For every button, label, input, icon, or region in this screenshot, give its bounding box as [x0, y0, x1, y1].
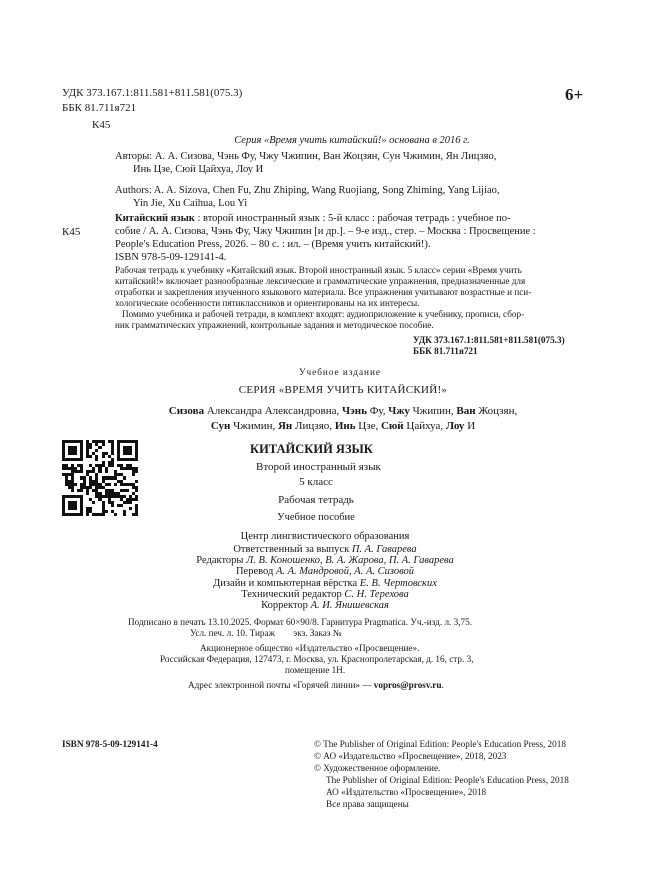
qr-code	[62, 440, 138, 516]
catalog-desc1: Рабочая тетрадь к учебнику «Китайский язык. Второй иностранный язык. 5 класс» серии «Время учить	[115, 265, 522, 275]
publisher-line3: помещение 1Н.	[285, 665, 346, 675]
credit-role: Редакторы	[196, 555, 247, 567]
credit-row	[100, 555, 550, 566]
catalog-sign: К45	[62, 226, 81, 238]
udk-code: УДК 373.167.1:811.581+811.581(075.3)	[62, 87, 243, 99]
author-given-name: Чжимин,	[230, 420, 278, 432]
copyright-3: © Художественное оформление.	[314, 763, 441, 773]
author-surname: Сизова	[168, 405, 205, 417]
catalog-desc4: хологические особенности пятиклассников и ориентированы на их интересы.	[115, 298, 420, 308]
authors-en-line2: Yin Jie, Xu Caihua, Lou Yi	[133, 198, 248, 209]
credit-person: С. Н. Терехова	[344, 588, 409, 600]
edition-type: Учебное издание	[299, 367, 381, 377]
author-given-name: Лицзяо,	[292, 420, 335, 432]
credits-center: Центр лингвистического образования	[240, 531, 410, 542]
credit-row	[100, 589, 550, 600]
publisher-line2: Российская Федерация, 127473, г. Москва, ул. Краснопролетарская, д. 16, стр. 3,	[160, 654, 474, 664]
author-given-name: Цзе,	[355, 420, 381, 432]
catalog-desc2: китайский!» включает разнообразные лексические и грамматические упражнения, предназначенные для	[115, 276, 526, 286]
author-given-name: Александра Александровна,	[204, 405, 342, 417]
author-surname: Чэнь	[341, 405, 367, 417]
catalog-line2: собие / А. А. Сизова, Чэнь Фу, Чжу Чжипин [и др.]. – 9-е изд., стер. – Москва : Просвещение :	[115, 226, 536, 237]
catalog-line1-rest: : второй иностранный язык : 5-й класс : рабочая тетрадь : учебное по-	[194, 213, 511, 224]
author-surname: Ян	[277, 420, 293, 432]
author-surname: Сюй	[380, 420, 404, 432]
credit-role: Дизайн и компьютерная вёрстка	[213, 577, 360, 589]
author-surname: Ван	[456, 405, 476, 417]
credit-person: Е. В. Чертовских	[359, 577, 437, 589]
credit-person: Л. В. Коношенко, В. А. Жарова, П. А. Гаварева	[246, 555, 454, 567]
credit-role: Технический редактор	[241, 588, 345, 600]
hotline-end: .	[441, 680, 444, 690]
book-grade: 5 класс	[299, 476, 333, 488]
credit-role: Перевод	[235, 566, 276, 578]
catalog-udk: УДК 373.167.1:811.581+811.581(075.3)	[413, 335, 565, 345]
credit-row	[100, 566, 550, 577]
author-given-name: Чжипин,	[409, 405, 457, 417]
catalog-line1	[115, 212, 589, 225]
credit-person: А. И. Янишевская	[310, 600, 389, 612]
hotline	[188, 680, 444, 692]
age-rating: 6+	[565, 85, 584, 104]
copyright-2: © АО «Издательство «Просвещение», 2018, 2023	[314, 751, 507, 761]
catalog-title: Китайский язык	[115, 213, 195, 224]
author-surname: Сун	[210, 420, 231, 432]
author-surname: Инь	[334, 420, 356, 432]
authors-ru-line2: Инь Цзе, Сюй Цайхуа, Лоу И	[133, 164, 264, 175]
authors-en-line1: Authors: A. A. Sizova, Chen Fu, Zhu Zhiping, Wang Ruojiang, Song Zhiming, Yang Lijiao,	[115, 185, 500, 196]
authors-ru-line1: Авторы: А. А. Сизова, Чэнь Фу, Чжу Чжипин, Ван Жоцзян, Сун Чжимин, Ян Лицзяо,	[115, 151, 497, 162]
book-type: Учебное пособие	[277, 512, 355, 523]
copyright-1: © The Publisher of Original Edition: People's Education Press, 2018	[314, 739, 566, 749]
copyright-cont-1: The Publisher of Original Edition: People's Education Press, 2018	[326, 775, 569, 785]
catalog-bbk: ББК 81.711я721	[413, 346, 478, 356]
author-surname: Чжу	[388, 405, 410, 417]
publisher-line1: Акционерное общество «Издательство «Просвещение».	[200, 643, 420, 653]
print-info-line2: Усл. печ. л. 10. Тираж экз. Заказ №	[190, 628, 342, 638]
book-kind: Рабочая тетрадь	[278, 494, 354, 506]
credit-person: А. А. Мандровой, А. А. Сизовой	[275, 566, 415, 578]
hotline-label: Адрес электронной почты «Горячей линии» —	[188, 680, 374, 690]
copyright-cont-2: АО «Издательство «Просвещение», 2018	[326, 787, 487, 797]
series-title: СЕРИЯ «ВРЕМЯ УЧИТЬ КИТАЙСКИЙ!»	[238, 384, 448, 396]
book-subtitle: Второй иностранный язык	[256, 461, 381, 473]
copyright-cont-3: Все права защищены	[326, 799, 409, 809]
catalog-desc5: Помимо учебника и рабочей тетради, в комплект входят: аудиоприложение к учебнику, прописи, сбор-	[122, 309, 525, 319]
catalog-desc6: ник грамматических упражнений, контрольные задания и методическое пособие.	[115, 320, 434, 330]
series-note: Серия «Время учить китайский!» основана в 2016 г.	[234, 135, 470, 146]
catalog-isbn: ISBN 978-5-09-129141-4.	[115, 252, 227, 263]
catalog-desc3: отработки и закрепления изученного языкового материала. Все упражнения учитывают возрастные и пси-	[115, 287, 532, 297]
credit-role: Корректор	[261, 600, 311, 612]
credit-role: Ответственный за выпуск	[233, 544, 352, 555]
full-authors-line1	[0, 405, 650, 418]
print-info-line1: Подписано в печать 13.10.2025. Формат 60×90/8. Гарнитура Pragmatica. Уч.-изд. л. 3,75.	[128, 617, 472, 627]
author-given-name: Фу,	[366, 405, 389, 417]
credit-person: П. А. Гаварева	[351, 544, 417, 555]
book-title: КИТАЙСКИЙ ЯЗЫК	[250, 442, 373, 456]
catalog-line3: People's Education Press, 2026. – 80 с. : ил. – (Время учить китайский!).	[115, 239, 431, 250]
author-given-name: И	[464, 420, 476, 432]
author-surname: Лоу	[445, 420, 465, 432]
hotline-email[interactable]: vopros@prosv.ru	[373, 680, 442, 690]
author-given-name: Цайхуа,	[403, 420, 446, 432]
credit-row	[100, 578, 550, 589]
footer-isbn: ISBN 978-5-09-129141-4	[62, 739, 158, 749]
credit-row	[100, 600, 550, 611]
bbk-code: ББК 81.711я721	[62, 102, 137, 114]
author-given-name: Жоцзян,	[475, 405, 518, 417]
full-authors-line2	[0, 420, 650, 433]
author-sign: К45	[92, 119, 111, 131]
credits-list	[100, 544, 550, 611]
credit-row	[100, 544, 550, 555]
